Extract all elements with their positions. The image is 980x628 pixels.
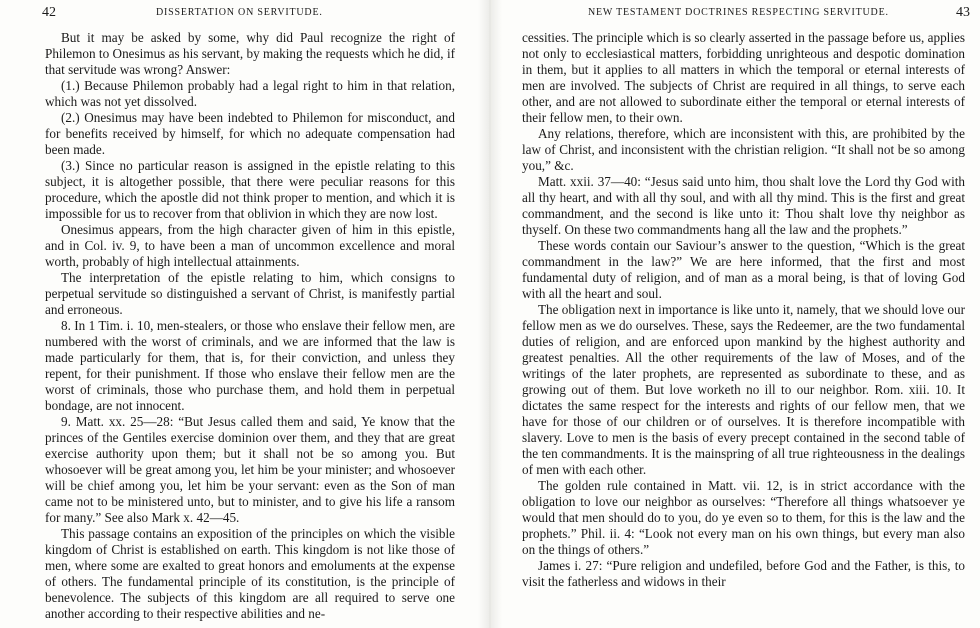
left-page-number: 42 xyxy=(42,5,56,20)
right-page xyxy=(500,0,980,628)
paragraph: These words contain our Saviour’s answer to the question, “Which is the great commandment in the law?” We are here informed, that the first and most fundamental duty of religion, and of man as a moral being, is that of loving God with all the heart and soul. xyxy=(522,238,965,301)
paragraph: Any relations, therefore, which are inconsistent with this, are prohibited by the law of Christ, and inconsistent with the christian religion. “It shall not be so among you,” &c. xyxy=(522,126,965,173)
right-page-number: 43 xyxy=(956,5,970,20)
paragraph: (2.) Onesimus may have been indebted to Philemon for misconduct, and for benefits received by himself, for which no adequate compensation had been made. xyxy=(45,110,455,157)
paragraph: Onesimus appears, from the high character given of him in this epistle, and in Col. iv. 9, to have been a man of uncommon excellence and moral worth, probably of high intellectual attainments. xyxy=(45,222,455,269)
paragraph: cessities. The principle which is so clearly asserted in the passage before us, applies not only to ecclesiastical matters, forbidding unrighteous and despotic domination in them, but it applies to all matters in which the temporal or eternal interests of men are involved. The subjects of Christ are required in all things, to serve each other, and are not allowed to subordinate either the temporal or eternal interests of their fellow men, to their own. xyxy=(522,30,965,125)
paragraph: This passage contains an exposition of the principles on which the visible kingdom of Christ is established on earth. This kingdom is not like those of men, where some are exalted to great honors and emoluments at the expense of others. The fundamental principle of its constitution, is the principle of benevolence. The subjects of this kingdom are all required to serve one another according to their respective abilities and ne- xyxy=(45,526,455,621)
left-page xyxy=(0,0,480,628)
paragraph: James i. 27: “Pure religion and undefiled, before God and the Father, is this, to visit the fatherless and widows in their xyxy=(522,558,965,589)
right-running-head xyxy=(508,6,970,22)
left-running-title: DISSERTATION ON SERVITUDE. xyxy=(156,7,323,18)
paragraph: 9. Matt. xx. 25—28: “But Jesus called them and said, Ye know that the princes of the Gentiles exercise dominion over them, and they that are great exercise authority upon them; but it shall not be so among you. But whosoever will be great among you, let him be your minister; and whosoever will be chief among you, let him be your servant: even as the Son of man came not to be ministered unto, but to minister, and to give his life a ransom for many.” See also Mark x. 42—45. xyxy=(45,414,455,525)
paragraph: The golden rule contained in Matt. vii. 12, is in strict accordance with the obligation to love our neighbor as ourselves: “Therefore all things whatsoever ye would that men should do to you, do ye even so to them, for this is the law and the prophets.” Phil. ii. 4: “Look not every man on his own things, but every man also on the things of others.” xyxy=(522,478,965,557)
left-body-text xyxy=(45,30,455,622)
left-running-head xyxy=(42,6,454,22)
paragraph: The interpretation of the epistle relating to him, which consigns to perpetual servitude so distinguished a servant of Christ, is manifestly partial and erroneous. xyxy=(45,270,455,317)
right-running-title: NEW TESTAMENT DOCTRINES RESPECTING SERVITUDE. xyxy=(588,7,889,18)
paragraph: The obligation next in importance is like unto it, namely, that we should love our fellow men as we do ourselves. These, says the Redeemer, are the two fundamental duties of religion, and are enforced upon mankind by the highest authority and greatest penalties. All the other requirements of the law of Moses, and of the writings of the later prophets, are represented as subordinate to these, and as growing out of them. But love worketh no ill to our neighbor. Rom. xiii. 10. It dictates the same respect for the interests and rights of our fellow men, that we have for those of our children or of ourselves. It is therefore incompatible with slavery. Love to men is the basis of every precept contained in the second table of the ten commandments. It is the mainspring of all true righteousness in the dealings of men with each other. xyxy=(522,302,965,477)
paragraph: (1.) Because Philemon probably had a legal right to him in that relation, which was not yet dissolved. xyxy=(45,78,455,109)
paragraph: (3.) Since no particular reason is assigned in the epistle relating to this subject, it is altogether possible, that there were peculiar reasons for this procedure, which the apostle did not think proper to mention, and which it is impossible for us to recover from that oblivion in which they are now lost. xyxy=(45,158,455,221)
paragraph: But it may be asked by some, why did Paul recognize the right of Philemon to Onesimus as his servant, by making the requests which he did, if that servitude was wrong? Answer: xyxy=(45,30,455,77)
book-gutter xyxy=(478,0,502,628)
right-body-text xyxy=(522,30,965,590)
paragraph: Matt. xxii. 37—40: “Jesus said unto him, thou shalt love the Lord thy God with all thy heart, and with all thy soul, and with all thy mind. This is the first and great commandment, and the second is like unto it: Thou shalt love thy neighbor as thyself. On these two commandments hang all the law and the prophets.” xyxy=(522,174,965,237)
paragraph: 8. In 1 Tim. i. 10, men-stealers, or those who enslave their fellow men, are numbered with the worst of criminals, and we are informed that the law is made particularly for them, that is, for their conviction, and unless they repent, for their punishment. If those who enslave their fellow men are the worst of criminals, those who purchase them, and hold them in perpetual bondage, are not innocent. xyxy=(45,318,455,413)
